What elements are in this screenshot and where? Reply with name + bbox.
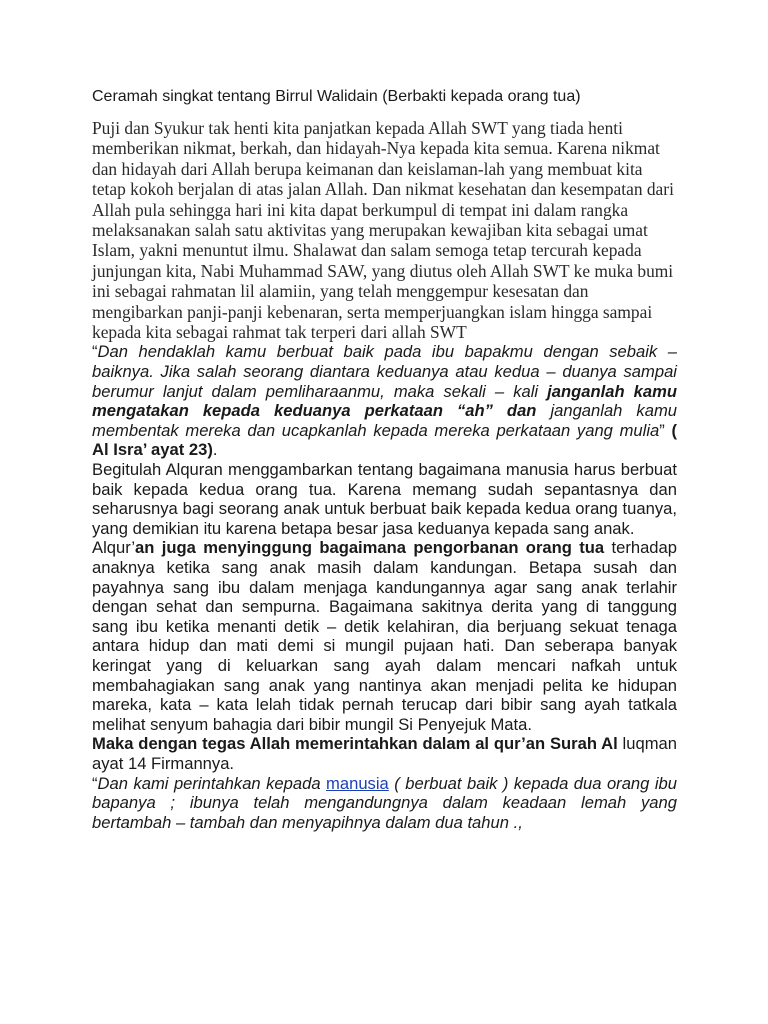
quote-al-isra xyxy=(92,342,677,460)
paragraph-luqman-bold: Maka dengan tegas Allah memerintahkan dalam al qur’an Surah Al xyxy=(92,734,618,754)
quote-luqman-open-mark: “ xyxy=(92,773,98,793)
paragraph-pengorbanan xyxy=(92,538,677,734)
quote-end-mark: . xyxy=(212,440,218,460)
quote-al-isra-part1: Dan hendaklah kamu berbuat baik pada ibu bapakmu dengan sebaik – baiknya. Jika salah seorang diantara keduanya atau kedua – duanya sampai berumur lanjut dalam pemliharaanmu, maka sekali – kali xyxy=(92,342,677,401)
quote-al-isra-part3: janganlah kamu membentak mereka dan ucapkanlah kepada mereka perkataan yang mulia xyxy=(92,401,677,440)
quote-al-isra-bold: janganlah kamu mengatakan kepada keduanya perkataan “ah” dan xyxy=(92,381,677,421)
paragraph-pengorbanan-lead: Alqur’ xyxy=(92,538,136,558)
paragraph-luqman-rest: luqman ayat 14 Firmannya. xyxy=(92,734,677,773)
paragraph-begitulah: Begitulah Alquran menggambarkan tentang bagaimana manusia harus berbuat baik kepada kedua orang tua. Karena memang sudah sepantasnya dan seharusnya bagi seorang anak untuk berbuat baik kepada kedua orang tuanya, yang demikian itu karena betapa besar jasa keduanya kepada sang anak. xyxy=(92,460,677,538)
paragraph-luqman xyxy=(92,734,677,773)
quote-luqman xyxy=(92,774,677,833)
quote-luqman-part1: Dan kami perintahkan kepada xyxy=(97,773,327,793)
paragraph-pengorbanan-rest: terhadap anaknya ketika sang anak masih dalam kandungan. Betapa susah dan payahnya sang ibu dalam menjaga kandungannya agar sang anak terlahir dengan sehat dan sempurna. Bagaimana sakitnya derita yang di tanggung sang ibu ketika menanti detik – detik kelahiran, dia berjuang sekuat tenaga antara hidup dan mati demi si mungil pujaan hati. Dan seberapa banyak keringat yang di keluarkan sang ayah dalam mencari nafkah untuk membahagiakan sang anak yang nantinya akan menjadi pelita ke hidupan mareka, kata – kata lelah tidak pernah terucap dari bibir sang ayah tatkala melihat senyum bahagia dari bibir mungil Si Penyejuk Mata. xyxy=(92,538,677,734)
opening-paragraph: Puji dan Syukur tak henti kita panjatkan kepada Allah SWT yang tiada henti memberikan nikmat, berkah, dan hidayah-Nya kepada kita semua. Karena nikmat dan hidayah dari Allah berupa keimanan dan keislaman-lah yang membuat kita tetap kokoh berjalan di atas jalan Allah. Dan nikmat kesehatan dan kesempatan dari Allah pula sehingga hari ini kita dapat berkumpul di tempat ini dalam rangka melaksanakan salah satu aktivitas yang merupakan kewajiban kita sebagai umat Islam, yakni menuntut ilmu. Shalawat dan salam semoga tetap tercurah kepada junjungan kita, Nabi Muhammad SAW, yang diutus oleh Allah SWT ke muka bumi ini sebagai rahmatan lil alamiin, yang telah menggempur kesesatan dan mengibarkan panji-panji kebenaran, serta memperjuangkan islam hingga sampai kepada kita sebagai rahmat tak terperi dari allah SWT xyxy=(92,118,674,343)
document-page xyxy=(92,86,677,832)
quote-citation: ( Al Isra’ ayat 23) xyxy=(92,420,677,460)
quote-open-mark: “ xyxy=(92,342,98,362)
quote-luqman-part2: ( berbuat baik ) kepada dua orang ibu bapanya ; ibunya telah mengandungnya dalam keadaan lemah yang bertambah – tambah dan menyapihnya dalam dua tahun ., xyxy=(92,773,677,832)
quote-close-mark: ” xyxy=(659,420,665,440)
document-title: Ceramah singkat tentang Birrul Walidain (Berbakti kepada orang tua) xyxy=(92,88,581,105)
paragraph-pengorbanan-bold: an juga menyinggung bagaimana pengorbanan orang tua xyxy=(135,538,605,558)
manusia-link[interactable]: manusia xyxy=(326,773,389,793)
